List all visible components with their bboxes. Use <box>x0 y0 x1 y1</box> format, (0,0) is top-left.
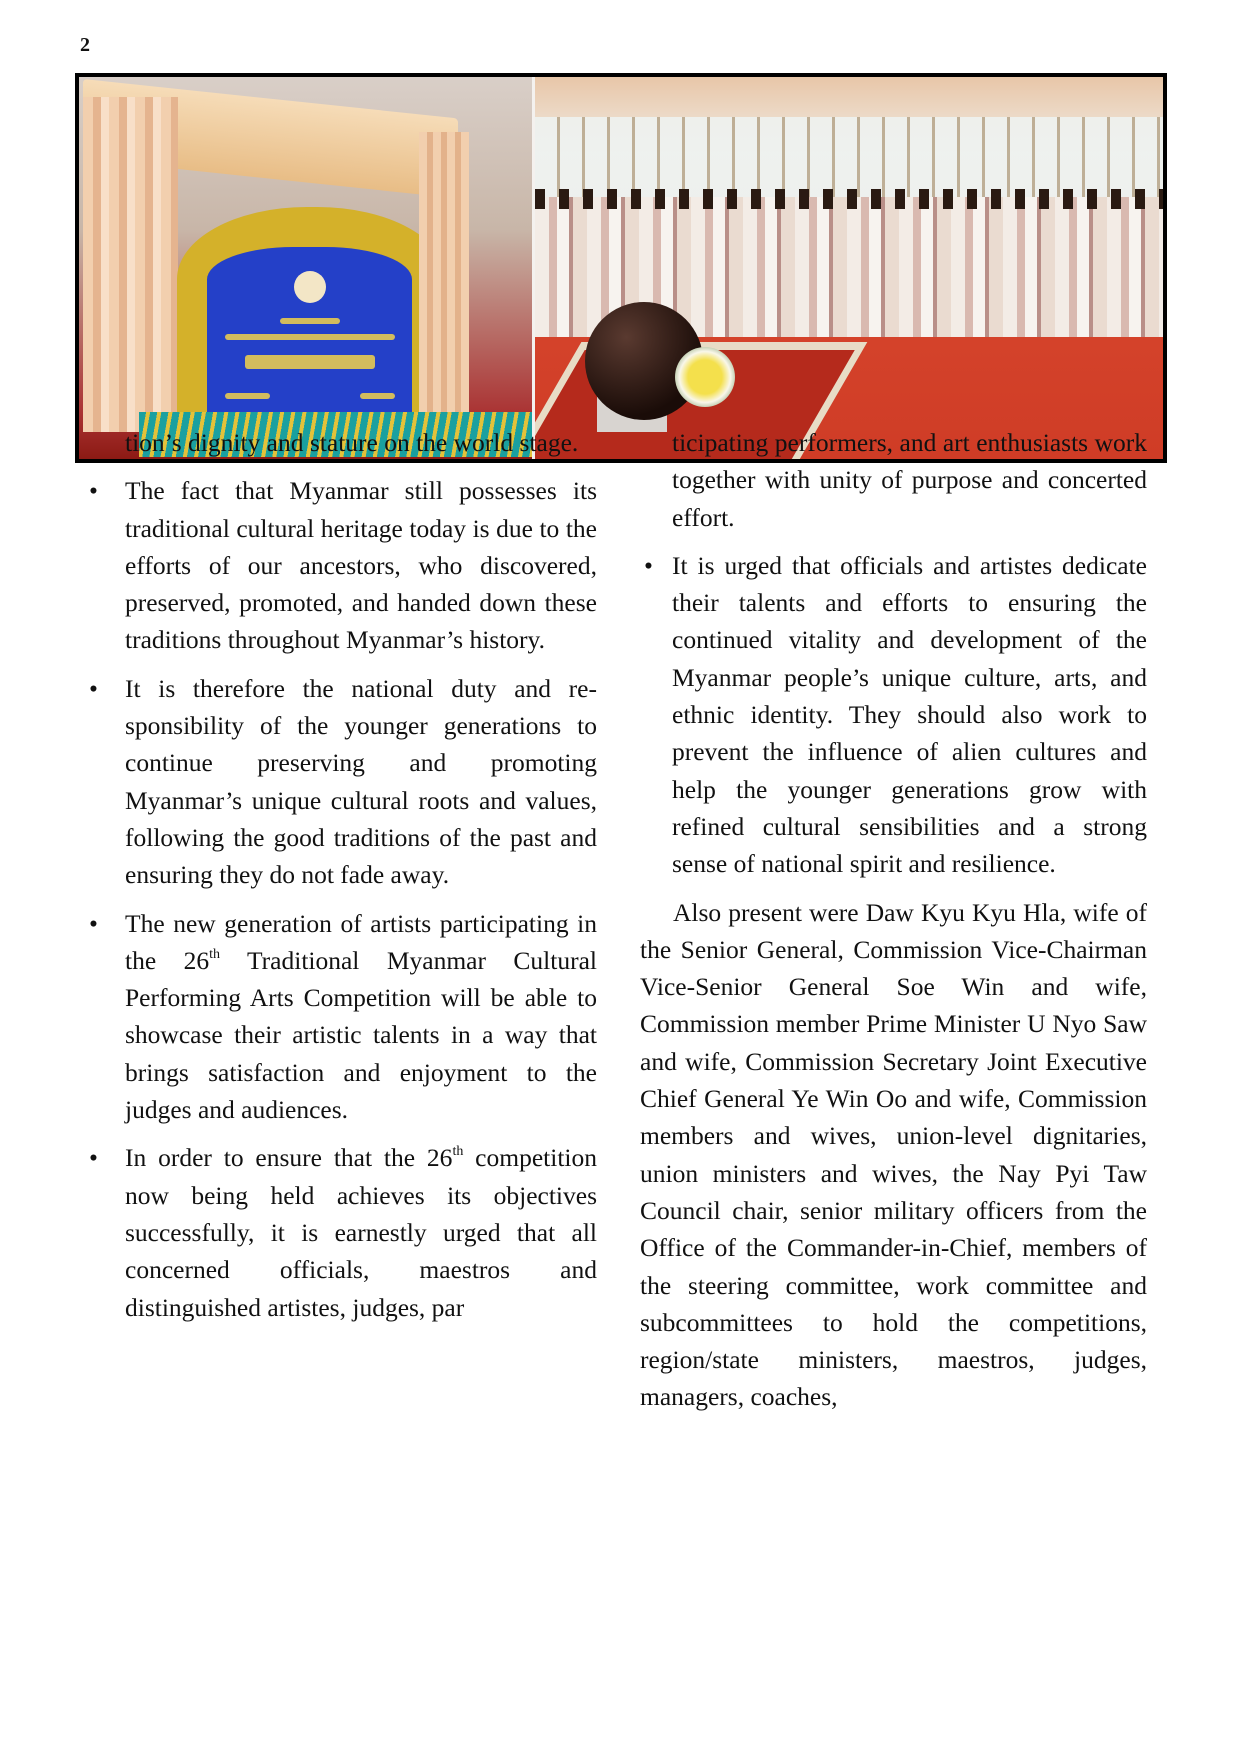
bullet-text: The new generation of artists participating in the 26th Traditional Myanmar Cultural Performing Arts Competition will be able to showcase their artistic talents in a way that brings satisfaction and enjoyment to the judges and audiences. <box>125 908 597 1125</box>
page-number: 2 <box>80 34 90 56</box>
bullet-item <box>640 547 1147 883</box>
attendees-heads <box>535 189 1163 209</box>
right-column <box>640 424 1147 1416</box>
bullet-item <box>80 1139 597 1325</box>
continuation-text: tion’s dignity and stature on the world stage. <box>125 428 579 457</box>
photo-banner <box>75 73 1167 463</box>
sign-title-line <box>245 355 375 369</box>
bullet-icon: • <box>89 908 98 938</box>
sign-text-line <box>225 393 270 399</box>
bullet-item <box>80 905 597 1129</box>
bullet-text: It is urged that officials and artistes dedicate their talents and efforts to ensuring the continued vitality and development of the Myanmar people’s unique culture, arts, and ethnic identity. They should also work to prevent the influence of alien cultures and help the younger generations grow with refined cultural sensibilities and a strong sense of national spirit and resilience. <box>672 550 1147 879</box>
bullet-text: It is therefore the national duty and responsibility of the younger generations to continue preserving and promoting Myanmar’s unique cultural roots and values, following the good traditions of the past and ensuring they do not fade away. <box>125 673 597 890</box>
continuation-text: ticipating performers, and art enthusiasts work together with unity of purpose and concerted effort. <box>672 428 1147 532</box>
bullet-item <box>80 670 597 894</box>
bullet-item <box>80 472 597 658</box>
bullet-icon: • <box>89 673 98 703</box>
ordinal-suffix: th <box>452 1144 464 1160</box>
flower-arrangement <box>675 347 735 407</box>
curtain-left <box>83 97 178 432</box>
unveiling-signboard-photo <box>79 77 532 459</box>
signboard <box>207 247 412 427</box>
curtain-right <box>419 132 469 422</box>
bullet-icon: • <box>89 1143 98 1173</box>
sign-text-line <box>225 334 395 340</box>
bullet-text: In order to ensure that the 26th competition now being held achieves its objectives successfully, it is earnestly urged that all concerned officials, maestros and distinguished artistes, judges, par <box>125 1143 597 1322</box>
sign-text-line <box>280 318 340 324</box>
ordinal-suffix: th <box>209 946 220 962</box>
bullet-icon: • <box>89 476 98 506</box>
emblem-icon <box>294 271 326 303</box>
sign-text-line <box>360 393 395 399</box>
attendees-paragraph: Also present were Daw Kyu Kyu Hla, wife of the Senior General, Commission Vice-Chairman Vice-Senior General Soe Win and wife, Commission member Prime Minister U Nyo Saw and wife, Commission Secretary Joint Executive Chief General Ye Win Oo and wife, Commission members and wives, union-level dignitaries, union ministers and wives, the Nay Pyi Taw Council chair, senior military officers from the Office of the Commander-in-Chief, members of the steering committee, work committee and subcommittees to hold the competitions, region/state ministers, maestros, judges, managers, coaches, <box>640 897 1147 1412</box>
left-column <box>80 424 597 1337</box>
bullet-icon: • <box>644 550 653 580</box>
bullet-text: The fact that Myanmar still possesses its traditional cultural heritage today is due to the efforts of our ancestors, who discovered, preserved, promoted, and handed down these traditions throughout Myanmar’s history. <box>125 476 597 655</box>
ceremony-hall-photo <box>535 77 1163 459</box>
